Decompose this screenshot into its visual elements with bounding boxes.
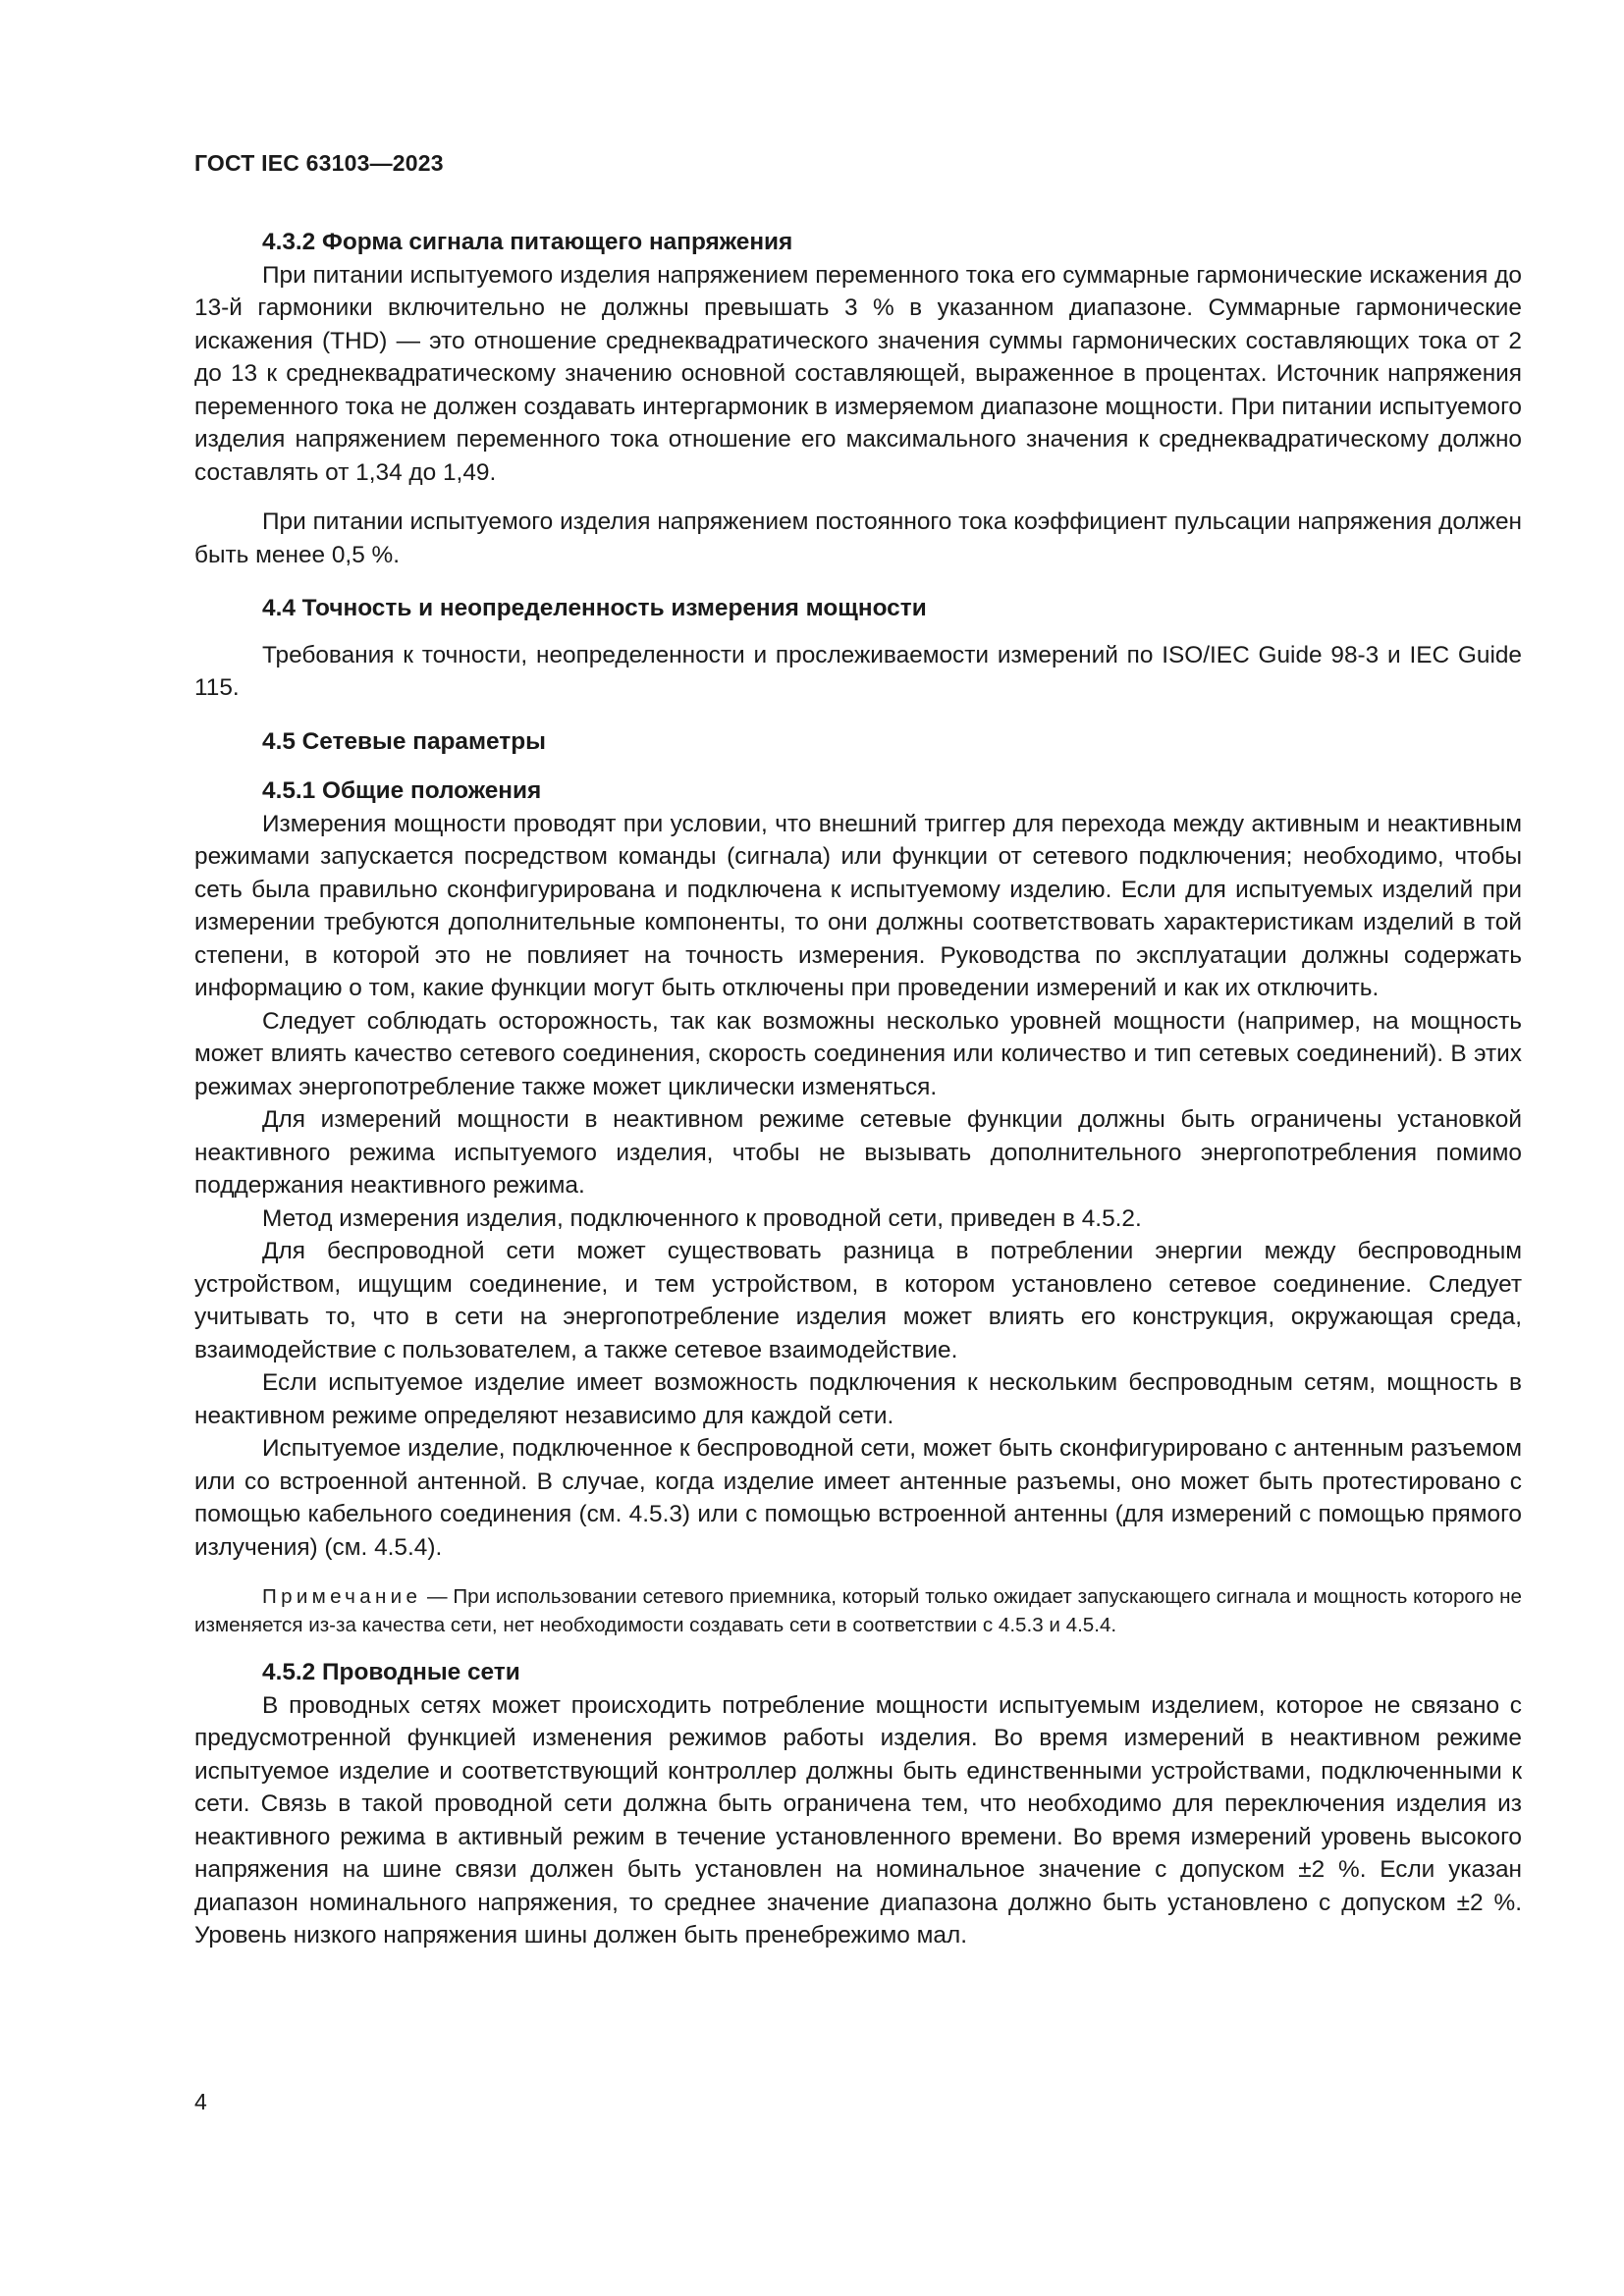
section-4-5-1-paragraph-3: Для измерений мощности в неактивном режиме сетевые функции должны быть ограничены установкой неактивного режима испытуемого изделия, чтобы не вызывать дополнительного энергопотребления помимо поддержания неактивного режима. <box>194 1106 1522 1199</box>
section-4-5-1-paragraph-2: Следует соблюдать осторожность, так как возможны несколько уровней мощности (например, на мощность может влиять качество сетевого соединения, скорость соединения или количество и тип сетевых соединений). В этих режимах энергопотребление также может циклически изменяться. <box>194 1007 1522 1100</box>
section-4-5-1-paragraph-1: Измерения мощности проводят при условии, что внешний триггер для перехода между активным и неактивным режимами запускается посредством команды (сигнала) или функции от сетевого подключения; необходимо, чтобы сеть была правильно сконфигурирована и подключена к испытуемому изделию. Если для испытуемых изделий при измерении требуются дополнительные компоненты, то они должны соответствовать характеристикам изделий в той степени, в которой это не повлияет на точность измерения. Руководства по эксплуатации должны содержать информацию о том, какие функции могут быть отключены при проведении измерений и как их отключить. <box>194 810 1522 1001</box>
section-4-4-paragraph-1: Требования к точности, неопределенности и прослеживаемости измерений по ISO/IEC Guide 98-3 и IEC Guide 115. <box>194 641 1522 701</box>
note-paragraph <box>194 1582 1522 1639</box>
section-4-5-title: 4.5 Сетевые параметры <box>262 727 546 755</box>
section-4-3-2-paragraph-1: При питании испытуемого изделия напряжением переменного тока его суммарные гармонические искажения до 13-й гармоники включительно не должны превышать 3 % в указанном диапазоне. Суммарные гармонические искажения (THD) — это отношение среднеквадратического значения суммы гармонических составляющих тока от 2 до 13 к среднеквадратическому значению основной составляющей, выраженное в процентах. Источник напряжения переменного тока не должен создавать интергармоник в измеряемом диапазоне мощности. При питании испытуемого изделия напряжением переменного тока отношение его максимального значения к среднеквадратическому должно составлять от 1,34 до 1,49. <box>194 261 1522 486</box>
section-4-3-2-paragraph-2: При питании испытуемого изделия напряжением постоянного тока коэффициент пульсации напряжения должен быть менее 0,5 %. <box>194 508 1522 568</box>
section-4-5-2-paragraph-1: В проводных сетях может происходить потребление мощности испытуемым изделием, которое не связано с предусмотренной функцией изменения режимов работы изделия. Во время измерений в неактивном режиме испытуемое изделие и соответствующий контроллер должны быть единственными устройствами, подключенными к сети. Связь в такой проводной сети должна быть ограничена тем, что необходимо для переключения изделия из неактивного режима в активный режим в течение установленного времени. Во время измерений уровень высокого напряжения на шине связи должен быть установлен на номинальное значение с допуском ±2 %. Если указан диапазон номинального напряжения, то среднее значение диапазона должно быть установлено с допуском ±2 %. Уровень низкого напряжения шины должен быть пренебрежимо мал. <box>194 1691 1522 1949</box>
page-number: 4 <box>194 2089 207 2114</box>
section-4-5-1-paragraph-6: Если испытуемое изделие имеет возможность подключения к нескольким беспроводным сетям, мощность в неактивном режиме определяют независимо для каждой сети. <box>194 1369 1522 1429</box>
section-4-5-1-paragraph-7: Испытуемое изделие, подключенное к беспроводной сети, может быть сконфигурировано с антенным разъемом или со встроенной антенной. В случае, когда изделие имеет антенные разъемы, оно может быть протестировано с помощью кабельного соединения (см. 4.5.3) или с помощью встроенной антенны (для измерений с помощью прямого излучения) (см. 4.5.4). <box>194 1435 1522 1561</box>
section-4-4-title: 4.4 Точность и неопределенность измерения мощности <box>262 595 927 621</box>
note-text: — При использовании сетевого приемника, который только ожидает запускающего сигнала и мощность которого не изменяется из-за качества сети, нет необходимости создавать сети в соответствии с 4.5.3 и 4.5.4. <box>194 1585 1522 1636</box>
note-label: Примечание <box>262 1585 422 1608</box>
document-body <box>194 226 1522 1952</box>
section-4-5-2-title: 4.5.2 Проводные сети <box>262 1659 520 1685</box>
section-4-5-1-paragraph-5: Для беспроводной сети может существовать разница в потреблении энергии между беспроводным устройством, ищущим соединение, и тем устройством, в котором установлено сетевое соединение. Следует учитывать то, что в сети на энергопотребление изделия может влиять его конструкция, окружающая среда, взаимодействие с пользователем, а также сетевое взаимодействие. <box>194 1238 1522 1363</box>
document-code-header: ГОСТ IEC 63103—2023 <box>194 150 444 176</box>
section-4-5-1-title: 4.5.1 Общие положения <box>262 777 542 804</box>
section-4-5-1-paragraph-4: Метод измерения изделия, подключенного к проводной сети, приведен в 4.5.2. <box>262 1204 1142 1232</box>
section-4-3-2-title: 4.3.2 Форма сигнала питающего напряжения <box>262 229 793 255</box>
